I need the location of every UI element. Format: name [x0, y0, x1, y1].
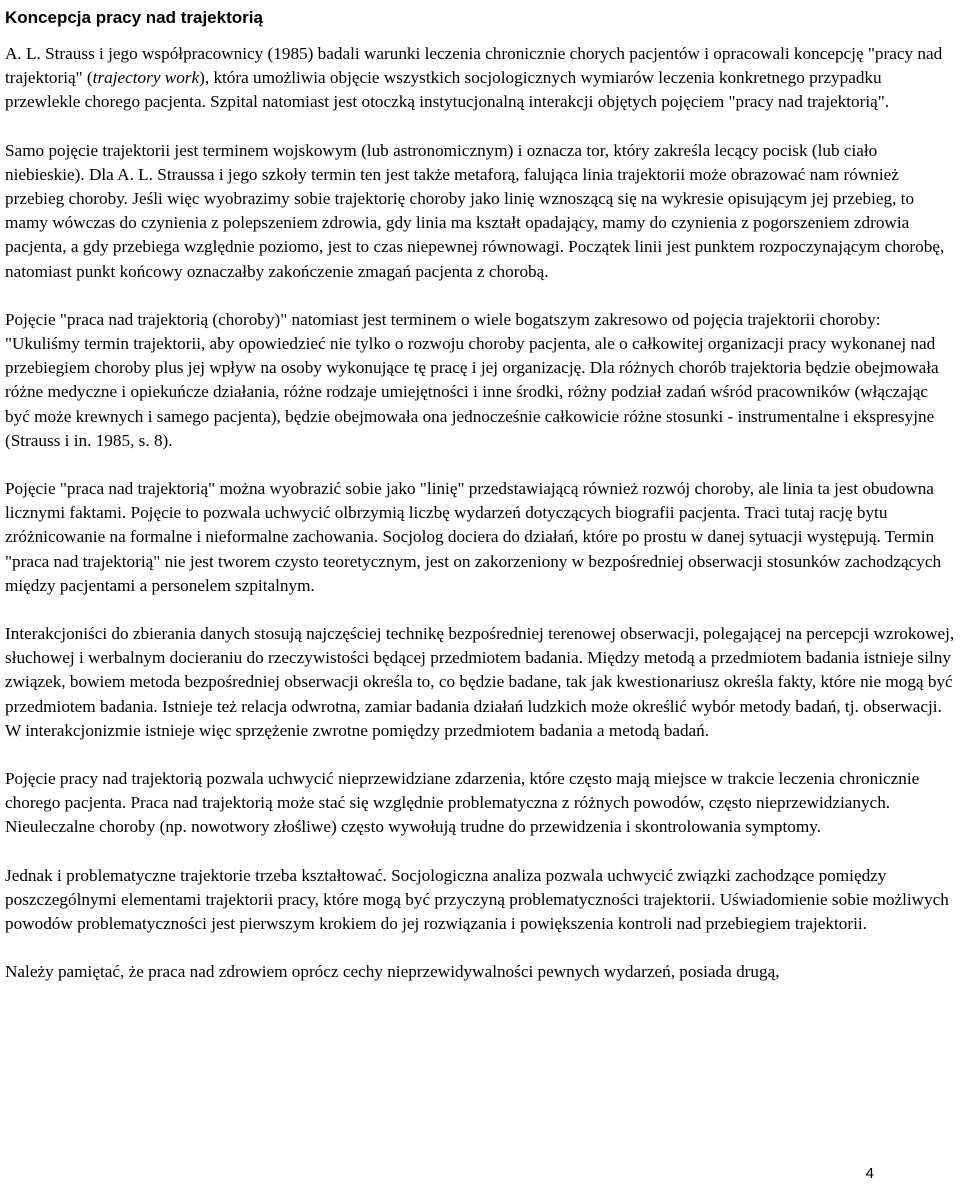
- document-title: Koncepcja pracy nad trajektorią: [5, 8, 263, 27]
- paragraph-1-start: A. L. Strauss i jego współpracownicy (1985) badali warunki leczenia chronicznie chorych pacjentów i opracowali koncepcję "pracy nad trajektorią" (: [5, 44, 943, 88]
- paragraph-1-end: ), która umożliwia objęcie wszystkich socjologicznych wymiarów leczenia konkretnego przypadku przewlekle chorego pacjenta. Szpital natomiast jest otoczką instytucjonalną interakcji objętych pojęciem "pracy nad trajektorią".: [5, 68, 890, 112]
- paragraph-6: Pojęcie pracy nad trajektorią pozwala uchwycić nieprzewidziane zdarzenia, które często mają miejsce w trakcie leczenia chronicznie chorego pacjenta. Praca nad trajektorią może stać się względnie problematyczna z różnych powodów, często nieprzewidzianych. Nieuleczalne choroby (np. nowotwory złośliwe) często wywołują trudne do przewidzenia i skontrolowania symptomy.: [5, 769, 920, 837]
- paragraph-3: Pojęcie "praca nad trajektorią (choroby)" natomiast jest terminem o wiele bogatszym zakresowo od pojęcia trajektorii choroby: "Ukuliśmy termin trajektorii, aby opowiedzieć nie tylko o rozwoju choroby pacjenta, ale o całkowitej organizacji pracy wykonanej nad przebiegiem choroby plus jej wpływ na osoby wykonujące tę pracę i jej organizację. Dla różnych chorób trajektoria będzie obejmowała różne medyczne i opiekuńcze działania, różne rodzaje umiejętności i inne środki, różny podział zadań wśród pracowników (włączając być może krewnych i samego pacjenta), będzie obejmowała ona jednocześnie całkowicie różne stosunki - instrumentalne i ekspresyjne (Strauss i in. 1985, s. 8).: [5, 309, 939, 450]
- paragraph-1-emphasis: trajectory work: [92, 68, 200, 88]
- page-number: 4: [865, 1165, 874, 1182]
- paragraph-7: Jednak i problematyczne trajektorie trzeba kształtować. Socjologiczna analiza pozwala uchwycić związki zachodzące pomiędzy poszczególnymi elementami trajektorii pracy, które mogą być przyczyną problematyczności trajektorii. Uświadomienie sobie możliwych powodów problematyczności jest pierwszym krokiem do jej rozwiązania i powiększenia kontroli nad przebiegiem trajektorii.: [5, 865, 949, 934]
- paragraph-2: Samo pojęcie trajektorii jest terminem wojskowym (lub astronomicznym) i oznacza tor, który zakreśla lecący pocisk (lub ciało niebieskie). Dla A. L. Straussa i jego szkoły termin ten jest także metaforą, falująca linia trajektorii może obrazować nam również przebieg choroby. Jeśli więc wyobrazimy sobie trajektorię choroby jako linię wznoszącą się na wykresie opisującym jej przebieg, to mamy wówczas do czynienia z polepszeniem zdrowia, gdy linia ma kształt opadający, mamy do czynienia z pogorszeniem zdrowia pacjenta, a gdy przebiega względnie poziomo, jest to czas niepewnej równowagi. Początek linii jest punktem rozpoczynającym chorobę, natomiast punkt końcowy oznaczałby zakończenie zmagań pacjenta z chorobą.: [5, 140, 945, 281]
- paragraph-1: [5, 42, 955, 115]
- paragraph-8: Należy pamiętać, że praca nad zdrowiem oprócz cechy nieprzewidywalności pewnych wydarzeń, posiada drugą,: [5, 962, 780, 982]
- paragraph-4: Pojęcie "praca nad trajektorią" można wyobrazić sobie jako "linię" przedstawiającą również rozwój choroby, ale linia ta jest obudowna licznymi faktami. Pojęcie to pozwala uchwycić olbrzymią liczbę wydarzeń dotyczących biografii pacjenta. Traci tutaj rację bytu zróżnicowanie na formalne i nieformalne zachowania. Socjolog dociera do działań, które po prostu w danej sytuacji występują. Termin "praca nad trajektorią" nie jest tworem czysto teoretycznym, jest on zakorzeniony w bezpośredniej obserwacji stosunków zachodzących między pacjentami a personelem szpitalnym.: [5, 479, 942, 595]
- paragraph-5: Interakcjoniści do zbierania danych stosują najczęściej technikę bezpośredniej terenowej obserwacji, polegającej na percepcji wzrokowej, słuchowej i werbalnym docieraniu do rzeczywistości będącej przedmiotem badania. Między metodą a przedmiotem badania istnieje silny związek, bowiem metoda bezpośredniej obserwacji określa to, co będzie badane, tak jak kwestionariusz określa fakty, które nie mogą być przedmiotem badania. Istnieje też relacja odwrotna, zamiar badania działań ludzkich może określić wybór metody badań, tj. obserwacji. W interakcjonizmie istnieje więc sprzężenie zwrotne pomiędzy przedmiotem badania a metodą badań.: [5, 624, 955, 740]
